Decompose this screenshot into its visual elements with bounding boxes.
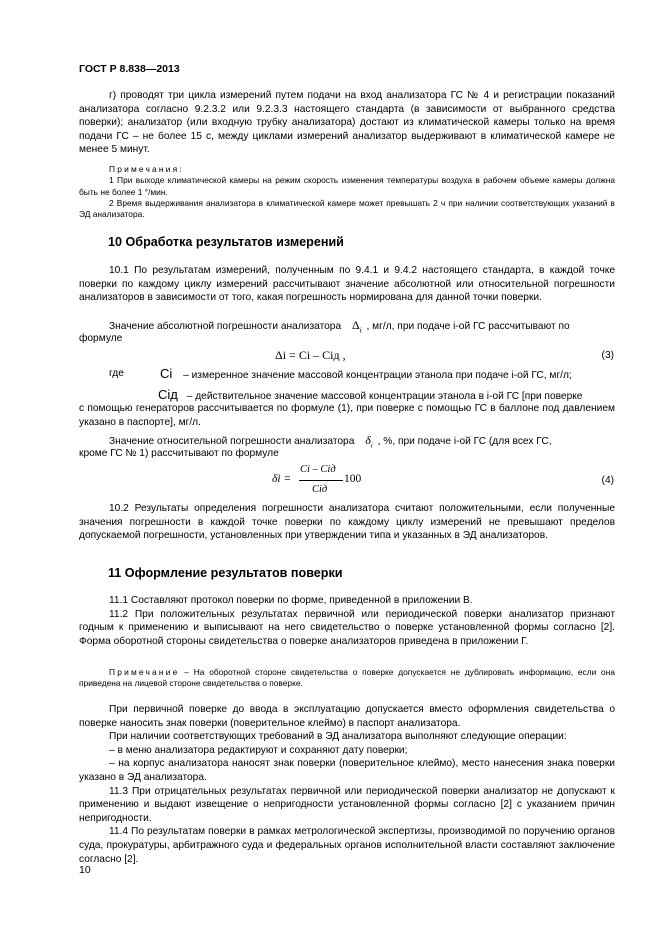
notes-label: Примечания: (109, 164, 184, 174)
cid-symbol: Ciд (158, 387, 178, 402)
abs-error-line (109, 318, 570, 334)
ed-requirements-text: При наличии соответствующих требований в ЭД анализатора выполняют следующие операции: (109, 731, 567, 743)
equation-3-number: (3) (601, 350, 614, 361)
notes-block (79, 164, 615, 220)
closing-paragraphs (79, 703, 615, 866)
p11-1-text: 11.1 Составляют протокол поверки по форме, приведенной в приложении В. (109, 595, 473, 606)
note-2: 2 Время выдерживания анализатора в климатической камере может превышать 2 ч при наличии соответствующих указаний в ЭД анализатора. (79, 197, 615, 220)
dash-item-2: – на корпус анализатора наносят знак поверки (поверительное клеймо), место нанесения знака поверки указано в ЭД анализатора. (79, 758, 615, 783)
dash-item-1: – в меню анализатора редактируют и сохраняют дату поверки; (109, 744, 408, 756)
p11-3-text: 11.3 При отрицательных результатах первичной или периодической поверки анализатор не допускают к применению и выдают извещение о непригодности установленной формы согласно [2] с указанием причин непригодности. (79, 785, 615, 824)
equation-4-number: (4) (601, 475, 614, 486)
section-10-title: 10 Обработка результатов измерений (108, 235, 344, 249)
equation-3: Δi = Ci – Ciд , (275, 348, 346, 362)
cid-description-1: – действительное значение массовой концентрации этанола в i-ой ГС [при поверке (186, 391, 583, 402)
equation-4-numerator: Ci – Ciд (300, 464, 336, 475)
rel-error-formula-line: кроме ГС № 1) рассчитывают по формуле (79, 448, 279, 459)
note-11-text: – На оборотной стороне свидетельства о поверке допускается не дублировать информацию, если она приведена на лицевой стороне свидетельства о поверке. (79, 667, 615, 689)
page-number: 10 (79, 864, 91, 876)
p11-4-text: 11.4 По результатам поверки в рамках метрологической экспертизы, производимой по поручению органов суда, прокуратуры, арбитражного суда и федеральных органов исполнительной власти составляют заключение согласно [2]. (79, 826, 615, 865)
equation-4-lhs: δi = (272, 473, 292, 485)
abs-error-formula-word: формуле (79, 333, 123, 344)
cid-definition (158, 387, 582, 402)
p10-1-text: 10.1 По результатам измерений, полученным по 9.4.1 и 9.4.2 настоящего стандарта, в каждой точке поверки по каждому циклу измерений рассчитывают значение абсолютной или относительной погрешности анализаторов в зависимости от того, какая погрешность нормирована для данной точки поверки. (79, 265, 615, 304)
p11-2-text: 11.2 При положительных результатах первичной или периодической поверки анализатор признают годным к применению и выписывают на него свидетельство о поверке установленной формы согласно [2]. Форма оборотной стороны свидетельства о поверке анализаторов приведена в приложении Г. (79, 608, 615, 647)
fraction-bar (299, 480, 343, 481)
rel-error-text-a: Значение относительной погрешности анализатора (109, 436, 355, 447)
section-11-title: 11 Оформление результатов поверки (108, 566, 343, 580)
cid-description-2: с помощью генераторов рассчитывается по формуле (1), при поверке с помощью ГС в баллоне под давлением указано в паспорте], мг/л. (79, 403, 615, 428)
p10-2-text: 10.2 Результаты определения погрешности анализатора считают положительными, если полученные значения погрешности в каждой точке поверки по каждому циклу измерений не превышают пределов допускаемой погрешности, установленных при утверждении типа и указанных в ЭД анализаторов. (79, 503, 615, 542)
delta-symbol: $\Delta_i$ (351, 318, 362, 335)
where-label: где (109, 368, 124, 379)
equation-4-factor: 100 (344, 473, 362, 485)
abs-error-text-b: , мг/л, при подаче i-ой ГС рассчитывают по (366, 321, 570, 332)
equation-4-denominator: Ciд (312, 484, 328, 495)
ci-symbol: Ci (160, 366, 173, 381)
paragraph-10-1 (79, 264, 615, 305)
rel-error-line (109, 433, 552, 449)
standard-header: ГОСТ Р 8.838—2013 (79, 63, 180, 75)
cid-continuation (79, 402, 615, 429)
paragraph-item-g (79, 89, 615, 157)
note-11 (79, 667, 615, 690)
paragraphs-11-1-11-2 (79, 594, 615, 648)
paragraph-10-2 (79, 502, 615, 543)
primary-verification-text: При первичной поверке до ввода в эксплуатацию допускается вместо оформления свидетельства о поверке наносить знак поверки (поверительное клеймо) в паспорт анализатора. (79, 704, 615, 729)
note-1: 1 При выходе климатической камеры на режим скорость изменения температуры воздуха в рабочем объеме камеры должна быть не более 1 °/мин. (79, 175, 615, 197)
delta-small-symbol: $\delta_i$ (365, 433, 373, 450)
ci-definition (160, 366, 572, 381)
item-g-text: г) проводят три цикла измерений путем подачи на вход анализатора ГС № 4 и регистрации показаний анализатора согласно 9.2.3.2 или 9.2.3.3 настоящего стандарта (в зависимости от выбранного средства поверки); анализатор (или входную трубку анализатора) достают из климатической камеры только на время подачи ГС – не более 15 с, между циклами измерений анализатор выдерживают в климатической камере не менее 5 минут. (79, 90, 615, 156)
abs-error-text-a: Значение абсолютной погрешности анализатора (109, 321, 342, 332)
rel-error-text-b: , %, при подаче i-ой ГС (для всех ГС, (377, 436, 552, 447)
note-11-label: Примечание (109, 667, 180, 677)
ci-description: – измеренное значение массовой концентрации этанола при подаче i-ой ГС, мг/л; (183, 370, 572, 381)
